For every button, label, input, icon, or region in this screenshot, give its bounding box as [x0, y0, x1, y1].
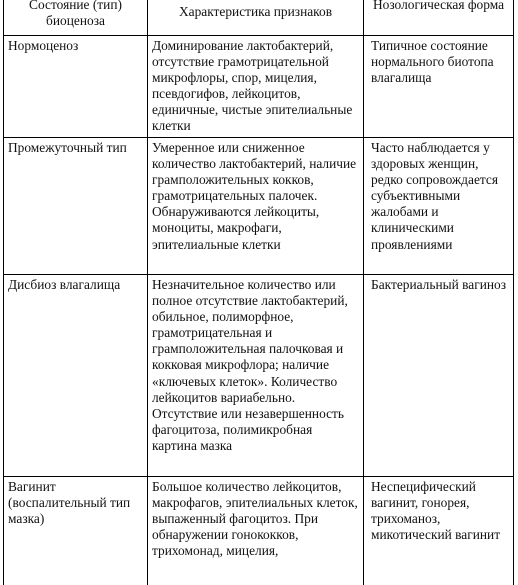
- state-text: Дисбиоз влагалища: [8, 277, 121, 292]
- header-nosology-text: Нозологическая форма: [372, 0, 505, 12]
- characteristics-text: Умеренное или сниженное количество лактобактерий, наличие грамположительных кокков, грамотрицательных палочек. Обнаруживаются лейкоциты, моноциты, макрофаги, эпителиальные клетки: [152, 140, 357, 252]
- characteristics-cell: [148, 477, 364, 585]
- nosology-cell: [364, 36, 514, 138]
- nosology-text: Типичное состояние нормального биотопа влагалища: [371, 38, 494, 86]
- state-text: Вагинит (воспалительный тип мазка): [8, 479, 131, 527]
- nosology-cell: [364, 138, 514, 275]
- header-nosology: [364, 0, 514, 36]
- nosology-cell: [364, 275, 514, 477]
- state-cell: [4, 477, 148, 585]
- table-row: [4, 36, 514, 138]
- characteristics-cell: [148, 138, 364, 275]
- table-row: [4, 138, 514, 275]
- characteristics-cell: [148, 275, 364, 477]
- table-row: [4, 275, 514, 477]
- state-cell: [4, 138, 148, 275]
- header-characteristics-text: Характеристика признаков: [178, 4, 333, 19]
- characteristics-cell: [148, 36, 364, 138]
- nosology-text: Неспецифический вагинит, гонорея, трихоманоз, микотический вагинит: [371, 479, 501, 543]
- nosology-text: Бактериальный вагиноз: [371, 277, 507, 292]
- table-header-row: [4, 0, 514, 36]
- state-text: Нормоценоз: [8, 38, 79, 53]
- header-state-text: Состояние (тип) биоценоза: [29, 0, 122, 29]
- header-state: [4, 0, 148, 36]
- state-cell: [4, 36, 148, 138]
- characteristics-text: Незначительное количество или полное отсутствие лактобактерий, обильное, полиморфное, грамотрицательная и грамположительная палочковая и кокковая микрофлора; наличие «ключевых клеток». Количество лейкоцитов вариабельно. Отсутствие или незавершенность фагоцитоза, полимикробная картина мазка: [152, 277, 348, 453]
- characteristics-text: Большое количество лейкоцитов, макрофагов, эпителиальных клеток, выпаженный фагоцитоз. При обнаружении гонококков, трихомонад, мицелия,: [152, 479, 358, 559]
- biocenosis-table: [3, 0, 514, 585]
- state-cell: [4, 275, 148, 477]
- nosology-text: Часто наблюдается у здоровых женщин, редко сопровождается субъективными жалобами и клиническими проявлениями: [371, 140, 499, 252]
- table-row: [4, 477, 514, 585]
- header-characteristics: [148, 0, 364, 36]
- characteristics-text: Доминирование лактобактерий, отсутствие грамотрицательной микрофлоры, спор, мицелия, псевдогифов, лейкоцитов, единичные, чистые эпителиальные клетки: [152, 38, 353, 134]
- nosology-cell: [364, 477, 514, 585]
- state-text: Промежуточный тип: [8, 140, 127, 155]
